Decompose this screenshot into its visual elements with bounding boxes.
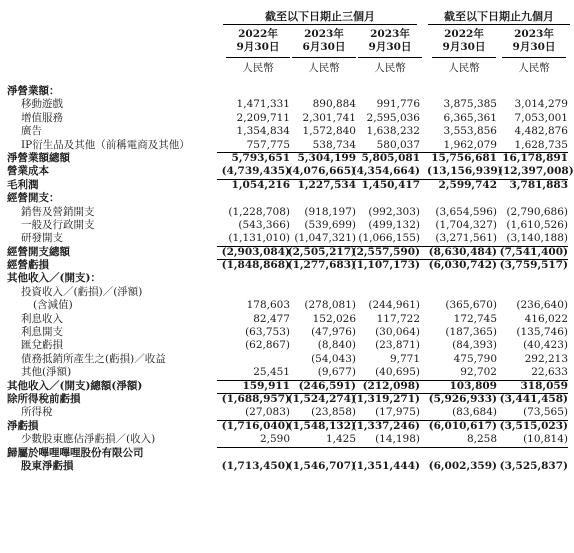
table-row (0, 433, 574, 446)
row-label: IP衍生品及其他（前稱電商及其他） (21, 138, 190, 151)
row-label: 少數股東應佔淨虧損／(收入) (21, 433, 156, 446)
table-cell: 92,702 (460, 366, 497, 379)
row-label: 股東淨虧損 (21, 459, 74, 472)
row-label: 利息開支 (21, 326, 63, 339)
three-month-group-rule (223, 24, 417, 25)
table-row (0, 165, 574, 178)
table-cell: 757,775 (246, 138, 290, 151)
table-row (0, 152, 574, 165)
table-row (0, 206, 574, 219)
table-cell: 416,022 (524, 312, 568, 325)
row-label: 經營開支： (7, 192, 60, 205)
table-cell: (1,548,132) (287, 419, 356, 432)
table-cell: (1,610,526) (506, 218, 568, 231)
table-cell: 991,776 (376, 98, 420, 111)
table-row (0, 192, 574, 205)
table-cell: 580,037 (376, 138, 420, 151)
table-cell: (212,098) (362, 379, 420, 392)
column-header (502, 28, 566, 75)
row-label: 所得稅 (21, 406, 53, 419)
table-cell: (1,716,040) (221, 419, 290, 432)
column-currency: 人民幣 (226, 57, 290, 75)
column-header (292, 28, 356, 75)
table-cell: (6,002,359) (428, 459, 497, 472)
table-cell: (246,591) (298, 379, 356, 392)
table-cell: (7,541,400) (499, 245, 568, 258)
table-cell: 172,745 (453, 312, 497, 325)
table-row (0, 232, 574, 245)
nine-month-group-header: 截至以下日期止九個月 (444, 10, 554, 23)
table-cell: 292,213 (524, 352, 568, 365)
table-cell: (84,393) (452, 339, 497, 352)
table-cell: (1,688,957) (221, 392, 290, 405)
table-cell: (1,704,327) (435, 218, 497, 231)
column-currency: 人民幣 (502, 57, 566, 75)
table-row (0, 139, 574, 152)
table-cell: (63,753) (245, 326, 290, 339)
table-cell: (236,640) (516, 299, 568, 312)
column-header (358, 28, 422, 75)
table-row (0, 179, 574, 192)
table-cell: 15,756,681 (431, 151, 497, 164)
table-cell: 6,365,361 (443, 111, 497, 124)
table-cell: 538,734 (312, 138, 356, 151)
table-row (0, 85, 574, 98)
table-cell: 2,209,711 (236, 111, 290, 124)
table-cell: 1,054,216 (231, 178, 290, 191)
table-cell: (3,759,517) (499, 259, 568, 272)
table-row (0, 420, 574, 433)
table-cell: (3,525,837) (499, 459, 568, 472)
table-cell: 2,301,741 (302, 111, 356, 124)
table-row (0, 112, 574, 125)
column-year: 2023年 (370, 28, 410, 40)
row-label: 其他收入／(開支)總額(淨額) (7, 379, 143, 392)
table-row (0, 447, 574, 460)
row-label: 除所得稅前虧損 (7, 392, 81, 405)
table-row (0, 98, 574, 111)
table-cell: 103,809 (449, 379, 497, 392)
column-header (226, 28, 290, 75)
column-date: 9月30日 (368, 41, 412, 53)
table-cell: (1,047,321) (294, 232, 356, 245)
table-row (0, 313, 574, 326)
table-cell: 22,633 (531, 366, 568, 379)
table-cell: 3,014,279 (514, 98, 568, 111)
table-cell: 9,771 (389, 352, 420, 365)
table-cell: 1,354,834 (236, 125, 290, 138)
table-cell: (40,423) (523, 339, 568, 352)
table-row (0, 299, 574, 312)
table-cell: (1,848,868) (221, 259, 290, 272)
row-label: 匯兌虧損 (21, 339, 63, 352)
column-date: 9月30日 (442, 41, 486, 53)
table-cell: (1,319,271) (351, 392, 420, 405)
three-month-group-header: 截至以下日期止三個月 (265, 10, 375, 23)
table-cell: 1,628,735 (514, 138, 568, 151)
table-row (0, 246, 574, 259)
table-cell: (62,867) (245, 339, 290, 352)
table-cell: (13,156,939) (427, 165, 503, 178)
table-cell: 152,026 (312, 312, 356, 325)
table-cell: (2,557,590) (351, 245, 420, 258)
table-cell: (23,871) (375, 339, 420, 352)
row-label: 經營虧損 (7, 259, 49, 272)
table-cell: 5,793,651 (231, 151, 290, 164)
table-cell: 5,805,081 (361, 151, 420, 164)
row-label: 營業成本 (7, 165, 49, 178)
table-cell: 1,450,417 (361, 178, 420, 191)
table-cell: (3,441,458) (499, 392, 568, 405)
table-cell: (8,840) (317, 339, 356, 352)
column-date: 9月30日 (236, 41, 280, 53)
table-cell: 159,911 (242, 379, 290, 392)
table-cell: (8,630,484) (428, 245, 497, 258)
table-cell: 3,553,856 (443, 125, 497, 138)
table-row (0, 272, 574, 285)
table-cell: (135,746) (516, 326, 568, 339)
table-cell: (14,198) (375, 433, 420, 446)
row-label: 一般及行政開支 (21, 218, 95, 231)
table-row (0, 460, 574, 473)
row-label: 研發開支 (21, 232, 63, 245)
table-cell: 2,590 (259, 433, 290, 446)
table-cell: 890,884 (312, 98, 356, 111)
table-cell: (1,228,708) (228, 205, 290, 218)
row-label: (含減值) (33, 299, 73, 312)
table-cell: (1,546,707) (287, 459, 356, 472)
column-year: 2022年 (444, 28, 484, 40)
table-row (0, 393, 574, 406)
table-cell: (23,858) (311, 406, 356, 419)
table-cell: (992,303) (368, 205, 420, 218)
column-currency: 人民幣 (292, 57, 356, 75)
table-cell: 117,722 (376, 312, 420, 325)
row-label: 毛利潤 (7, 178, 39, 191)
table-cell: (543,366) (238, 218, 290, 231)
table-cell: (244,961) (368, 299, 420, 312)
table-cell: (1,277,683) (287, 259, 356, 272)
column-year: 2023年 (304, 28, 344, 40)
table-cell: (73,565) (523, 406, 568, 419)
table-cell: 178,603 (246, 299, 290, 312)
table-cell: (1,713,450) (221, 459, 290, 472)
table-cell: 2,599,742 (438, 178, 497, 191)
table-cell: 5,304,199 (297, 151, 356, 164)
row-label: 銷售及營銷開支 (21, 205, 95, 218)
table-cell: 1,962,079 (443, 138, 497, 151)
table-cell: (2,505,217) (287, 245, 356, 258)
column-header (432, 28, 496, 75)
table-cell: (47,976) (311, 326, 356, 339)
table-row (0, 259, 574, 272)
column-date: 6月30日 (302, 41, 346, 53)
table-cell: (83,684) (452, 406, 497, 419)
table-cell: (1,524,274) (287, 392, 356, 405)
table-cell: (40,695) (375, 366, 420, 379)
table-cell: 1,572,840 (302, 125, 356, 138)
table-cell: (3,654,596) (435, 205, 497, 218)
table-cell: 3,875,385 (443, 98, 497, 111)
table-cell: 16,178,891 (502, 151, 568, 164)
table-cell: (1,337,246) (351, 419, 420, 432)
row-label: 經營開支總額 (7, 245, 70, 258)
table-cell: (539,699) (304, 218, 356, 231)
table-row (0, 326, 574, 339)
table-cell: 4,482,876 (514, 125, 568, 138)
row-label: 淨營業額總額 (7, 151, 70, 164)
table-cell: (278,081) (304, 299, 356, 312)
column-year: 2022年 (238, 28, 278, 40)
column-currency: 人民幣 (358, 57, 422, 75)
row-label: 廣告 (21, 125, 42, 138)
nine-month-group-rule (428, 24, 570, 25)
row-label: 移動遊戲 (21, 98, 63, 111)
table-cell: (918,197) (304, 205, 356, 218)
table-cell: (1,131,010) (228, 232, 290, 245)
table-cell: 475,790 (453, 352, 497, 365)
column-year: 2023年 (514, 28, 554, 40)
table-cell: (4,354,664) (351, 165, 420, 178)
table-row (0, 366, 574, 379)
table-cell: 7,053,001 (514, 111, 568, 124)
row-label: 投資收入／(虧損)／(淨額) (21, 285, 143, 298)
table-row (0, 219, 574, 232)
table-row (0, 380, 574, 393)
row-label: 利息收入 (21, 312, 63, 325)
table-cell: 82,477 (253, 312, 290, 325)
table-cell: 1,471,331 (236, 98, 290, 111)
table-cell: (2,903,084) (221, 245, 290, 258)
table-cell: (10,814) (523, 433, 568, 446)
row-label: 其他(淨額) (21, 366, 72, 379)
table-cell: (365,670) (445, 299, 497, 312)
row-label: 淨虧損 (7, 419, 39, 432)
table-cell: 8,258 (466, 433, 497, 446)
row-label: 歸屬於嗶哩嗶哩股份有限公司 (7, 446, 144, 459)
table-cell: (9,677) (317, 366, 356, 379)
table-cell: (5,926,933) (428, 392, 497, 405)
table-cell: (3,271,561) (435, 232, 497, 245)
row-label: 淨營業額： (7, 85, 60, 97)
income-statement-table (0, 85, 574, 473)
table-cell: 1,638,232 (366, 125, 420, 138)
table-cell: (1,066,155) (358, 232, 420, 245)
table-row (0, 286, 574, 299)
table-cell: (12,397,008) (498, 165, 574, 178)
table-row (0, 339, 574, 352)
table-cell: (54,043) (311, 352, 356, 365)
row-label: 增值服務 (21, 111, 63, 124)
table-row (0, 125, 574, 138)
table-cell: (6,030,742) (428, 259, 497, 272)
table-cell: 25,451 (253, 366, 290, 379)
table-cell: (3,515,023) (499, 419, 568, 432)
table-cell: 1,425 (325, 433, 356, 446)
table-cell: (30,064) (375, 326, 420, 339)
table-cell: (1,107,173) (351, 259, 420, 272)
table-cell: 2,595,036 (366, 111, 420, 124)
table-cell: (187,365) (445, 326, 497, 339)
table-cell: (499,132) (368, 218, 420, 231)
table-cell: (2,790,686) (506, 205, 568, 218)
table-row (0, 406, 574, 419)
table-cell: (17,975) (375, 406, 420, 419)
table-cell: 318,059 (520, 379, 568, 392)
table-cell: (4,739,435) (221, 165, 290, 178)
table-cell: (1,351,444) (351, 459, 420, 472)
table-cell: (3,140,188) (506, 232, 568, 245)
row-label: 其他收入／(開支)： (7, 272, 101, 285)
column-date: 9月30日 (512, 41, 556, 53)
table-cell: 3,781,883 (509, 178, 568, 191)
table-cell: (27,083) (245, 406, 290, 419)
table-cell: 1,227,534 (297, 178, 356, 191)
table-row (0, 353, 574, 366)
column-currency: 人民幣 (432, 57, 496, 75)
table-cell: (6,010,617) (428, 419, 497, 432)
table-cell: (4,076,665) (287, 165, 356, 178)
row-label: 債務抵銷所產生之(虧損)／收益 (21, 352, 166, 365)
